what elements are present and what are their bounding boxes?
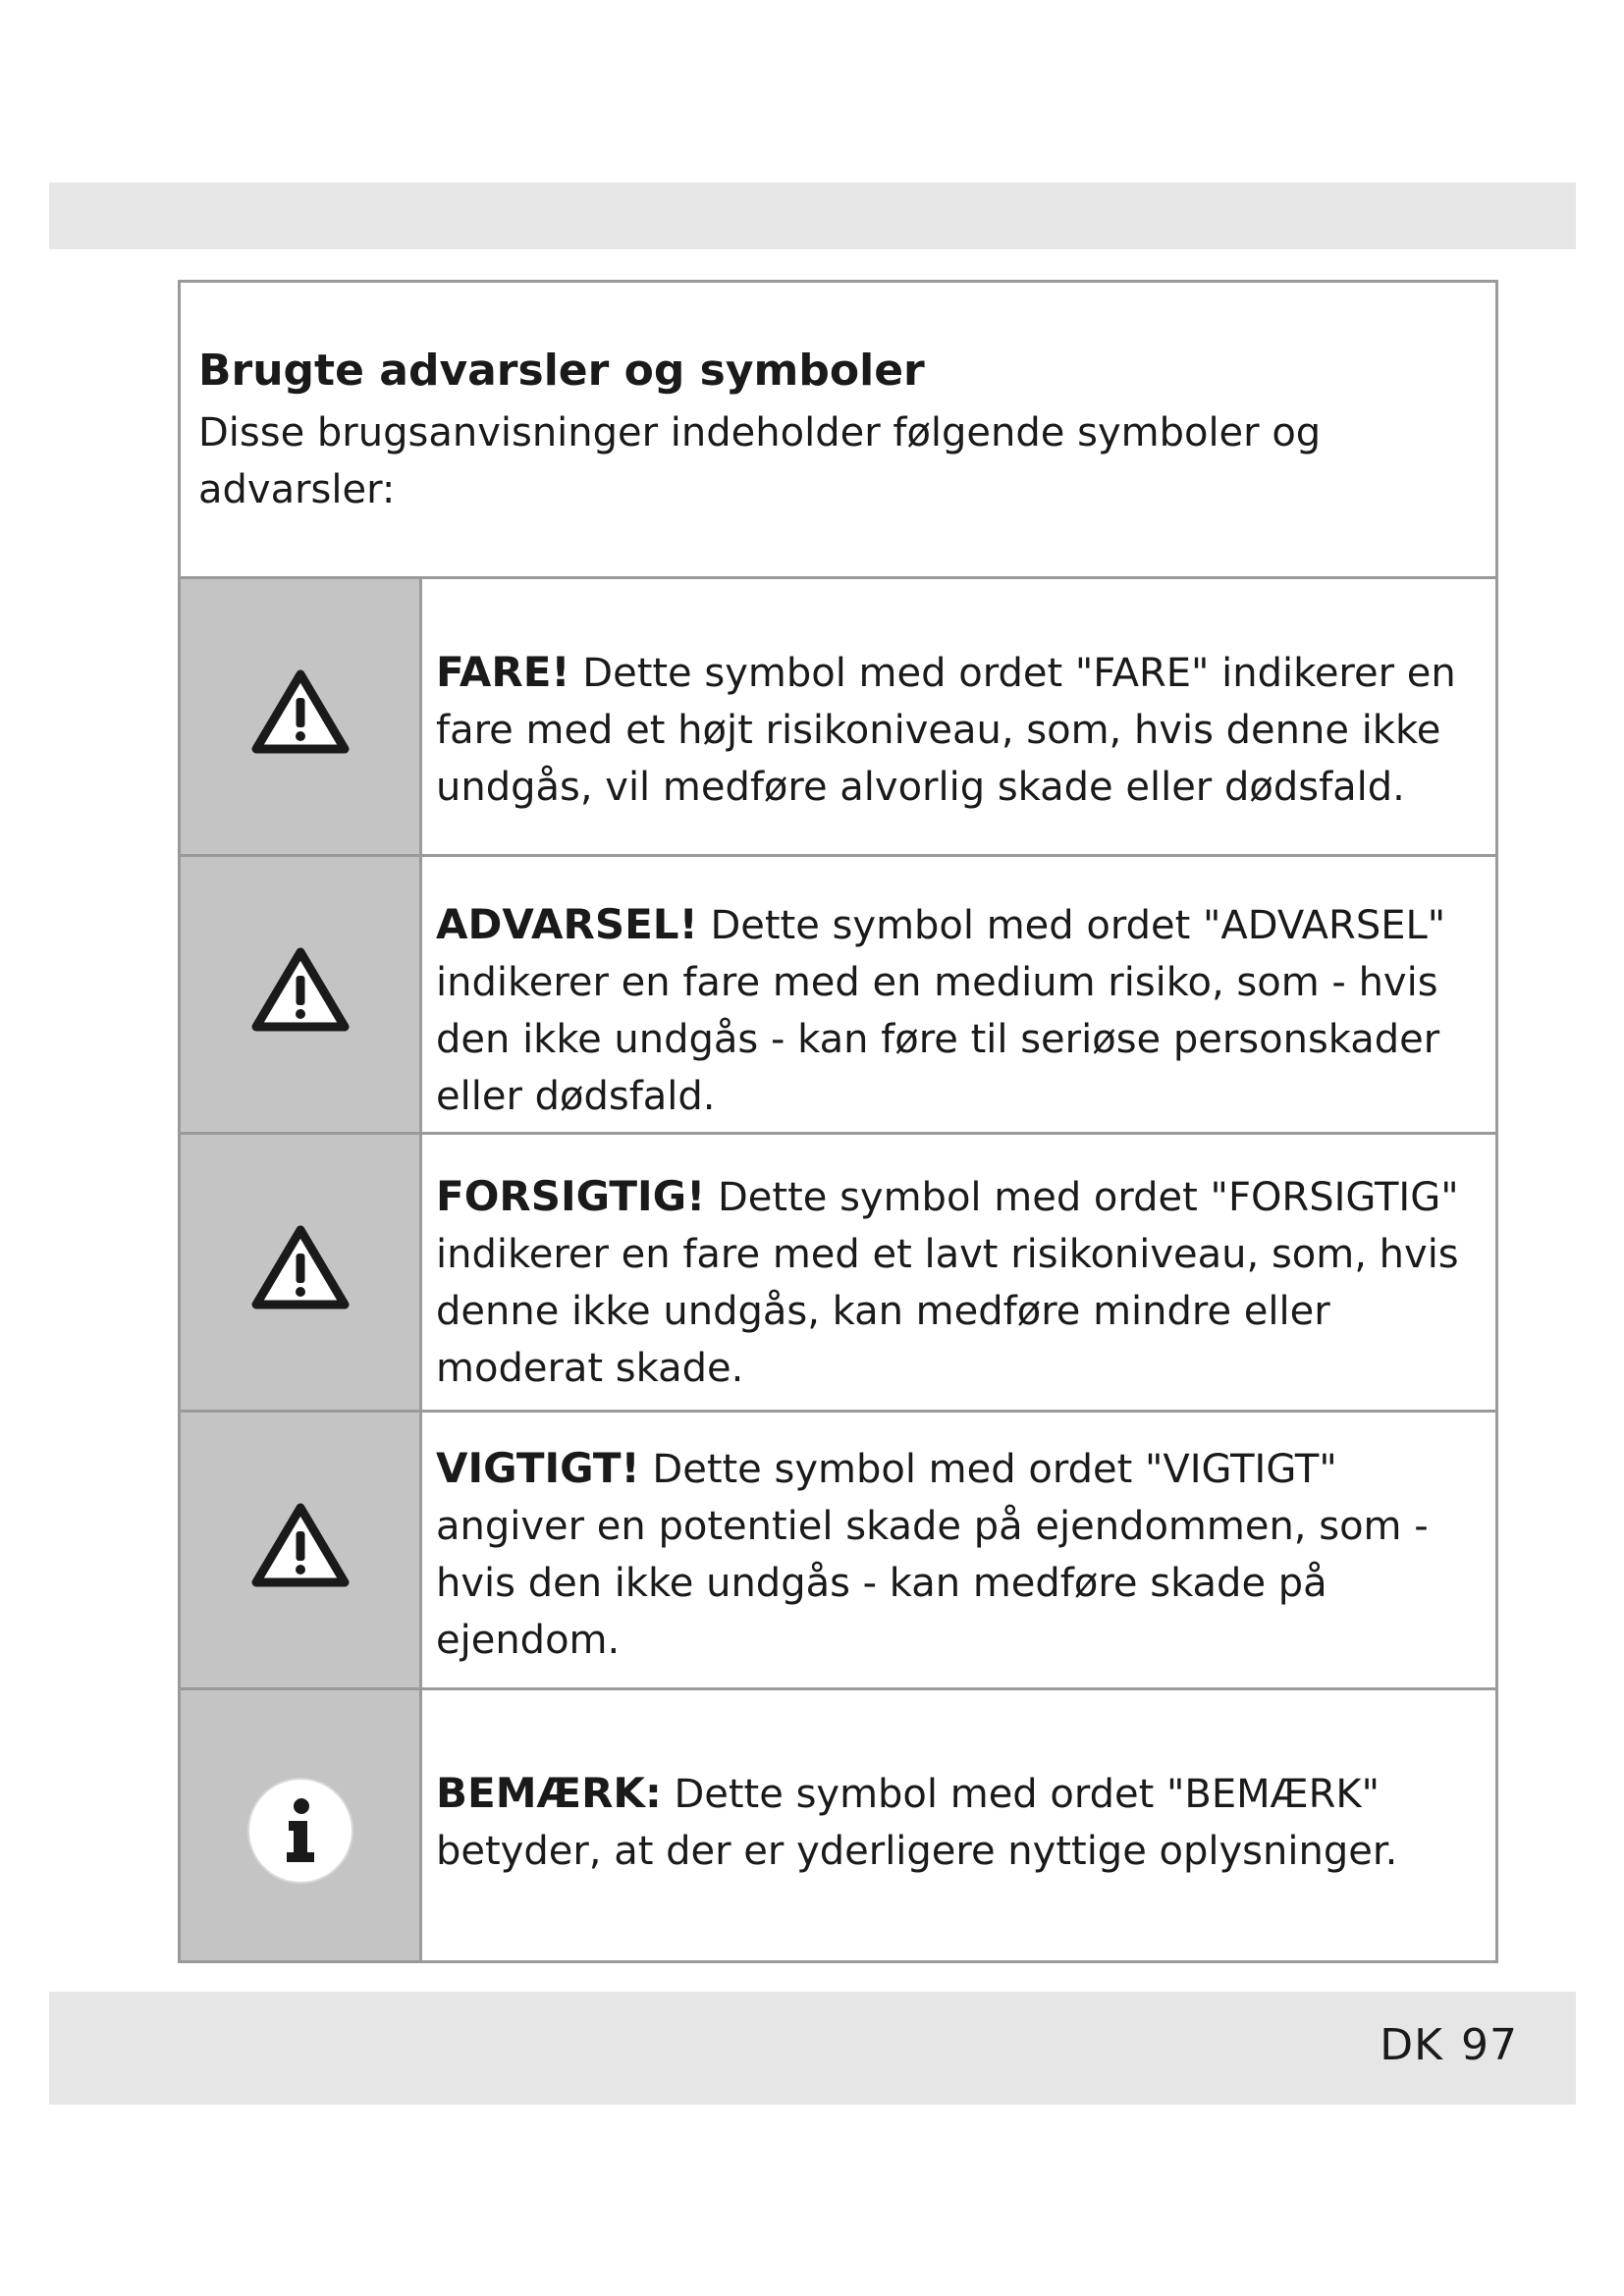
signal-word: BEMÆRK:: [436, 1769, 662, 1817]
signal-word: FARE!: [436, 648, 570, 696]
icon-cell: [181, 1690, 422, 1960]
row-description: Dette symbol med ordet "FARE" indikerer en fare med et højt risikoniveau, som, hvis denne ikke undgås, vil medføre alvorlig skade eller dødsfald.: [436, 651, 1456, 810]
page-number: [1380, 2020, 1518, 2070]
text-cell: [422, 579, 1495, 854]
intro-section: [181, 283, 1495, 579]
row-text: [436, 1440, 1486, 1669]
signal-word: ADVARSEL!: [436, 900, 698, 948]
language-code: DK: [1380, 2020, 1443, 2070]
warning-triangle-icon: [251, 1224, 350, 1310]
section-intro: Disse brugsanvisninger indeholder følgende symboler og advarsler:: [198, 410, 1322, 512]
warning-triangle-icon: [251, 668, 350, 755]
text-cell: [422, 1413, 1495, 1687]
info-icon: [245, 1776, 355, 1886]
row-description: Dette symbol med ordet "VIGTIGT" angiver en potentiel skade på ejendommen, som - hvis den ikke undgås - kan medføre skade på ejendom.: [436, 1447, 1429, 1663]
text-cell: [422, 1135, 1495, 1410]
icon-cell: [181, 579, 422, 854]
section-title: Brugte advarsler og symboler: [198, 346, 925, 396]
row-description: Dette symbol med ordet "ADVARSEL" indikerer en fare med en medium risiko, som - hvis den ikke undgås - kan føre til seriøse personskader eller dødsfald.: [436, 903, 1446, 1119]
header-band: [49, 183, 1576, 249]
signal-word: FORSIGTIG!: [436, 1172, 706, 1220]
symbols-table: [178, 280, 1498, 1963]
warning-triangle-icon: [251, 1502, 350, 1588]
text-cell: [422, 857, 1495, 1132]
icon-cell: [181, 1413, 422, 1687]
footer-band: [49, 1992, 1576, 2105]
table-row-vigtigt: [181, 1413, 1495, 1690]
table-row-forsigtig: [181, 1135, 1495, 1413]
page-number-value: 97: [1461, 2020, 1518, 2070]
signal-word: VIGTIGT!: [436, 1444, 640, 1492]
row-description: Dette symbol med ordet "BEMÆRK" betyder, at der er yderligere nyttige oplysninger.: [436, 1772, 1398, 1874]
row-text: [436, 1168, 1486, 1397]
row-text: [436, 1765, 1486, 1880]
row-description: Dette symbol med ordet "FORSIGTIG" indikerer en fare med et lavt risikoniveau, som, hvis denne ikke undgås, kan medføre mindre eller moderat skade.: [436, 1175, 1459, 1391]
text-cell: [422, 1690, 1495, 1960]
table-row-fare: [181, 579, 1495, 857]
icon-cell: [181, 857, 422, 1132]
table-row-bemaerk: [181, 1690, 1495, 1960]
icon-cell: [181, 1135, 422, 1410]
warning-triangle-icon: [251, 946, 350, 1033]
row-text: [436, 644, 1486, 816]
row-text: [436, 896, 1486, 1125]
table-row-advarsel: [181, 857, 1495, 1135]
